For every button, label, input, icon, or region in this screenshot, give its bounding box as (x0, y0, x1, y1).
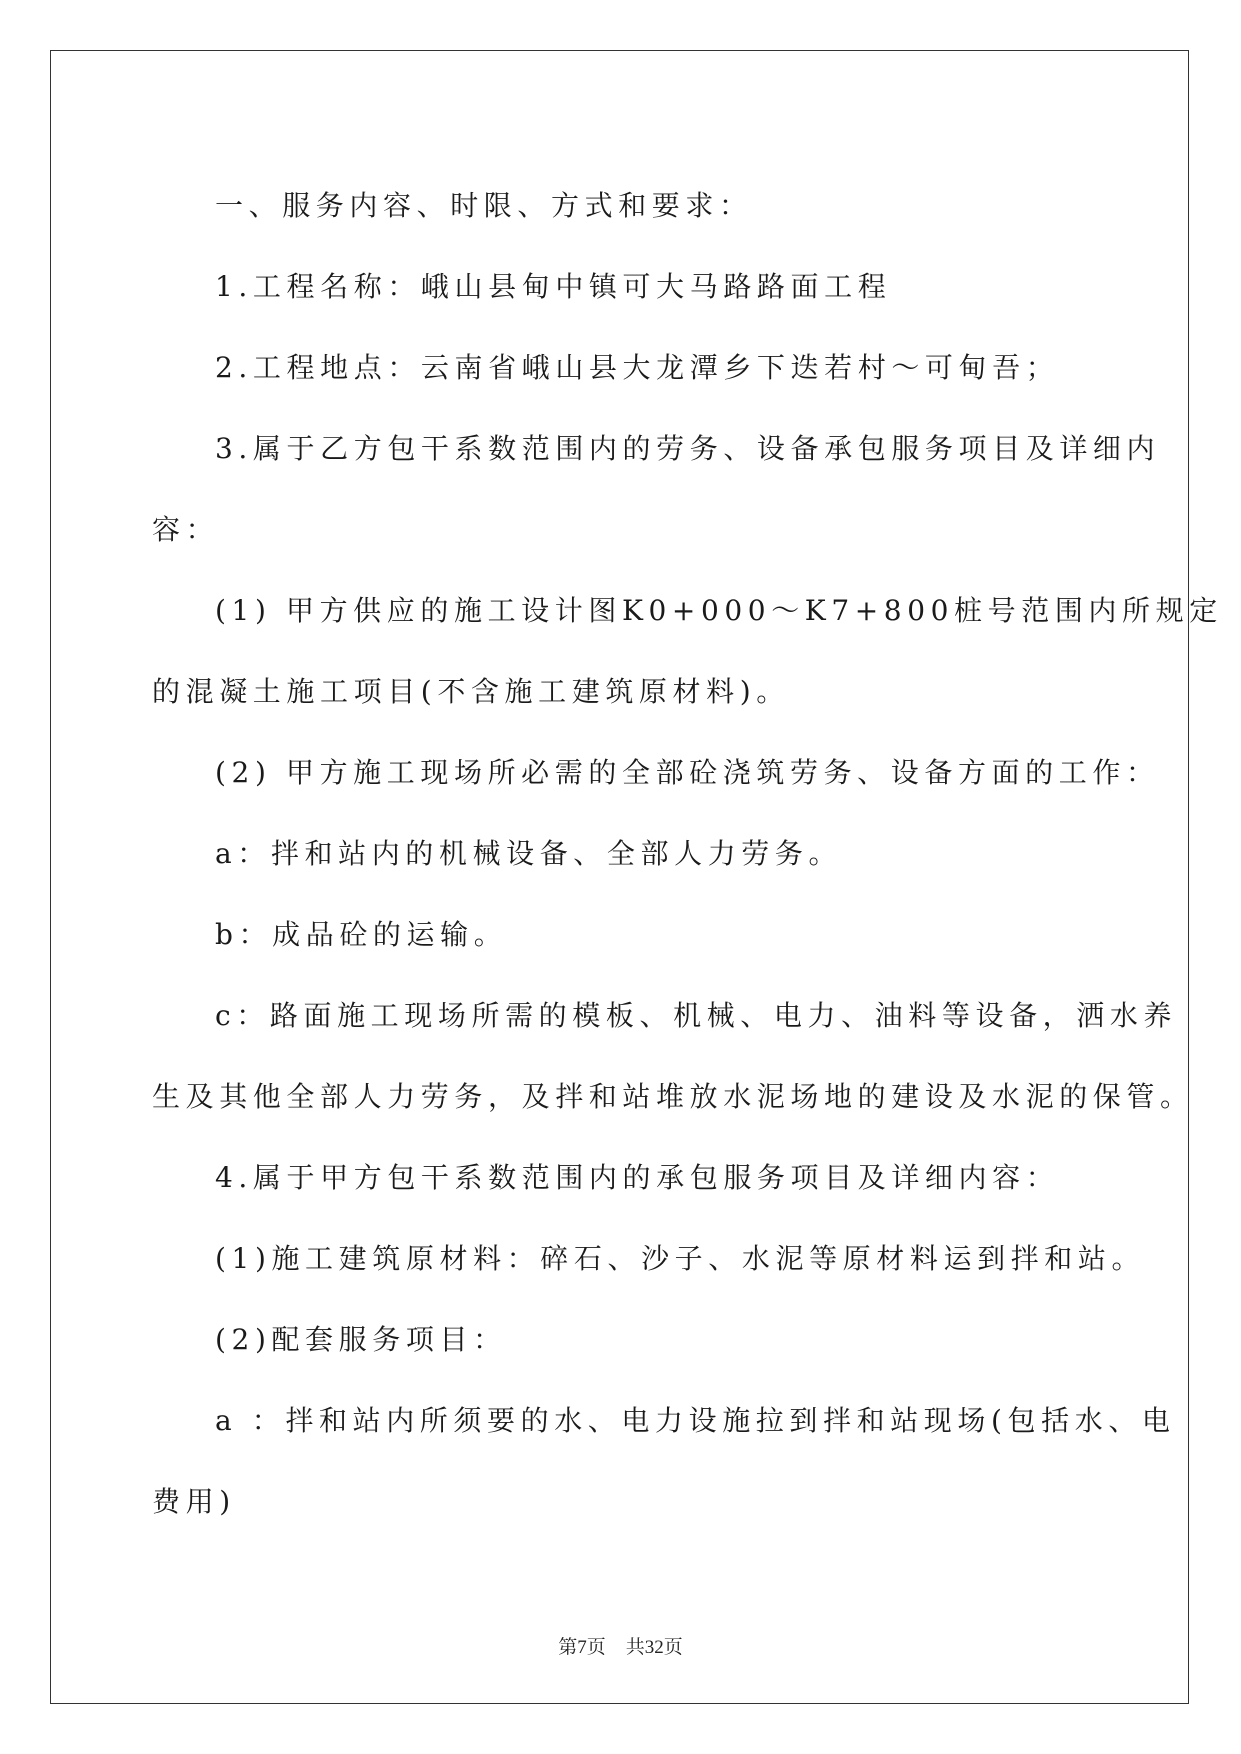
paragraph: (1) 甲方供应的施工设计图K0+000～K7+800桩号范围内所规定 (215, 594, 1223, 627)
paragraph: 2.工程地点：云南省峨山县大龙潭乡下迭若村～可甸吾； (215, 351, 1060, 384)
paragraph: b：成品砼的运输。 (215, 918, 508, 951)
paragraph: 费用) (152, 1485, 236, 1518)
paragraph: (2)配套服务项目： (215, 1323, 507, 1356)
paragraph: (2) 甲方施工现场所必需的全部砼浇筑劳务、设备方面的工作： (215, 756, 1160, 789)
paragraph: a：拌和站内的机械设备、全部人力劳务。 (215, 837, 843, 870)
total-pages-label: 共32页 (625, 1637, 683, 1658)
paragraph: 容： (152, 513, 220, 546)
page-footer (0, 1632, 1241, 1659)
paragraph: 3.属于乙方包干系数范围内的劳务、设备承包服务项目及详细内 (215, 432, 1161, 465)
paragraph: a ：拌和站内所须要的水、电力设施拉到拌和站现场(包括水、电 (215, 1404, 1176, 1437)
paragraph: 生及其他全部人力劳务，及拌和站堆放水泥场地的建设及水泥的保管。 (152, 1080, 1194, 1113)
paragraph: 的混凝土施工项目(不含施工建筑原材料)。 (152, 675, 790, 708)
paragraph: 4.属于甲方包干系数范围内的承包服务项目及详细内容： (215, 1161, 1060, 1194)
paragraph: c：路面施工现场所需的模板、机械、电力、油料等设备，洒水养 (215, 999, 1178, 1032)
paragraph: 一、服务内容、时限、方式和要求： (215, 189, 753, 222)
document-body (152, 165, 1223, 1542)
paragraph: 1.工程名称：峨山县甸中镇可大马路路面工程 (215, 270, 892, 303)
current-page-label: 第7页 (558, 1637, 606, 1658)
paragraph: (1)施工建筑原材料：碎石、沙子、水泥等原材料运到拌和站。 (215, 1242, 1146, 1275)
